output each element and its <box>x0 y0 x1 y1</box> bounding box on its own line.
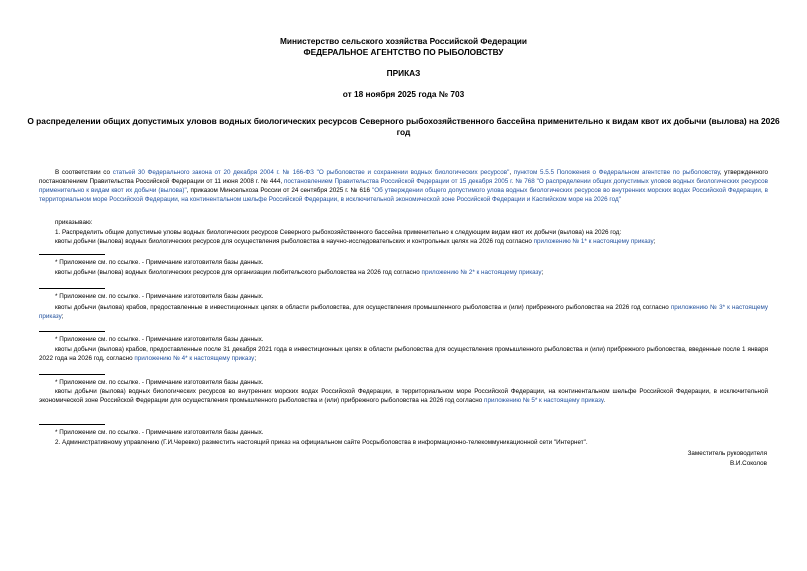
quota-4 <box>39 345 768 363</box>
footnote-divider <box>39 331 105 332</box>
document-type: ПРИКАЗ <box>386 68 421 78</box>
item-2: 2. Административному управлению (Г.И.Черевко) разместить настоящий приказ на официальном сайте Росрыболовства в информационно-телекоммуникационной сети "Интернет". <box>55 439 588 446</box>
punctuation: ; <box>653 238 656 245</box>
quota-text: квоты добычи (вылова) крабов, предоставленные в инвестиционных целях в области рыболовства, для осуществления промышленного рыболовства и (или) прибрежного рыболовства на 2026 год согласно <box>55 304 671 311</box>
punctuation: ; <box>254 355 257 363</box>
government-decree-link[interactable]: постановлением Правительства Российской Федерации от 15 декабря 2005 г. № 768 "О распределении общих допустимых уловов водных биологических ресурсов применительно к видам квот их добычи (вылова)" <box>39 178 768 195</box>
footnote-5: * Приложение см. по ссылке. - Примечание изготовителя базы данных. <box>55 429 264 436</box>
document-title: О распределении общих допустимых уловов водных биологических ресурсов Северного рыбохозяйственного бассейна применительно к видам квот их добычи (вылова) на 2026 год <box>27 116 780 137</box>
footnote-divider <box>39 424 105 425</box>
agency-name: ФЕДЕРАЛЬНОЕ АГЕНТСТВО ПО РЫБОЛОВСТВУ <box>303 47 504 57</box>
footnote-divider <box>39 288 105 289</box>
item-1: 1. Распределить общие допустимые уловы водных биологических ресурсов Северного рыбохозяйственного бассейна применительно к следующим видам квот их добычи (вылова) на 2026 год: <box>55 229 622 236</box>
preamble-text: В соответствии со <box>55 169 113 176</box>
footnote-1: * Приложение см. по ссылке. - Примечание изготовителя базы данных. <box>55 259 264 266</box>
quota-5 <box>39 387 768 405</box>
appendix-5-link[interactable]: приложению № 5* к настоящему приказу <box>484 397 604 405</box>
quota-text: квоты добычи (вылова) водных биологических ресурсов во внутренних морских водах Российской Федерации, в территориальном море Российской Федерации, на континентальном шельфе Российской Федерации, в исключительной экономической зоне Российской Федерации для осуществления промышленного рыболовства и (или) прибрежного рыболовства на 2026 год согласно <box>39 388 768 405</box>
appendix-4-link[interactable]: приложению № 4* к настоящему приказу <box>134 355 255 363</box>
preamble-text: , утвержденного постановлением Правительства Российской Федерации от 11 июня 2008 г. № 444, <box>39 169 768 186</box>
quota-1 <box>39 237 768 246</box>
regulation-link[interactable]: пунктом 5.5.5 Положения о Федеральном агентстве по рыболовству <box>513 169 720 176</box>
footnote-divider <box>39 254 105 255</box>
document-date-number: от 18 ноября 2025 года № 703 <box>342 89 465 99</box>
punctuation: ; <box>61 313 64 321</box>
quota-text: квоты добычи (вылова) водных биологических ресурсов для осуществления рыболовства в научно-исследовательских и контрольных целях на 2026 год согласно <box>55 238 534 245</box>
order-word: приказываю: <box>55 219 93 226</box>
law-link[interactable]: статьей 30 Федерального закона от 20 декабря 2004 г. № 166-ФЗ "О рыболовстве и сохранении водных биологических ресурсов" <box>112 169 510 176</box>
preamble-text: , <box>509 169 514 176</box>
footnote-divider <box>39 374 105 375</box>
appendix-1-link[interactable]: приложению № 1* к настоящему приказу <box>533 238 654 245</box>
footnote-4: * Приложение см. по ссылке. - Примечание изготовителя базы данных. <box>55 379 264 386</box>
appendix-3-link[interactable]: приложению № 3* к настоящему приказу <box>39 304 768 321</box>
quota-3 <box>39 303 768 321</box>
ministry-order-link[interactable]: "Об утверждении общего допустимого улова водных биологических ресурсов во внутренних морских водах Российской Федерации, в территориальном море Российской Федерации, на континентальном шельфе Российской Федерации, в исключительной экономической зоне Российской Федерации и Каспийском море на 2026 год" <box>39 187 768 204</box>
quota-text: квоты добычи (вылова) водных биологических ресурсов для организации любительского рыболовства на 2026 год согласно <box>55 269 422 276</box>
quota-text: квоты добычи (вылова) крабов, предоставленные после 31 декабря 2021 года в инвестиционных целях в области рыболовства для осуществления промышленного рыболовства и (или) прибрежного рыболовства, введенные после 1 января 2022 года на 2026 год, согласно <box>39 346 768 363</box>
footnote-2: * Приложение см. по ссылке. - Примечание изготовителя базы данных. <box>55 293 264 300</box>
signatory-position: Заместитель руководителя <box>687 450 767 457</box>
punctuation: ; <box>541 269 544 276</box>
footnote-3: * Приложение см. по ссылке. - Примечание изготовителя базы данных. <box>55 336 264 343</box>
preamble-paragraph <box>39 168 768 204</box>
signatory-name: В.И.Соколов <box>729 460 767 467</box>
quota-2 <box>39 268 768 277</box>
punctuation: . <box>603 397 606 405</box>
preamble-text: , приказом Минсельхоза России от 24 сентября 2025 г. № 616 <box>186 187 372 195</box>
ministry-name: Министерство сельского хозяйства Российской Федерации <box>280 36 527 46</box>
appendix-2-link[interactable]: приложению № 2* к настоящему приказу <box>421 269 542 276</box>
